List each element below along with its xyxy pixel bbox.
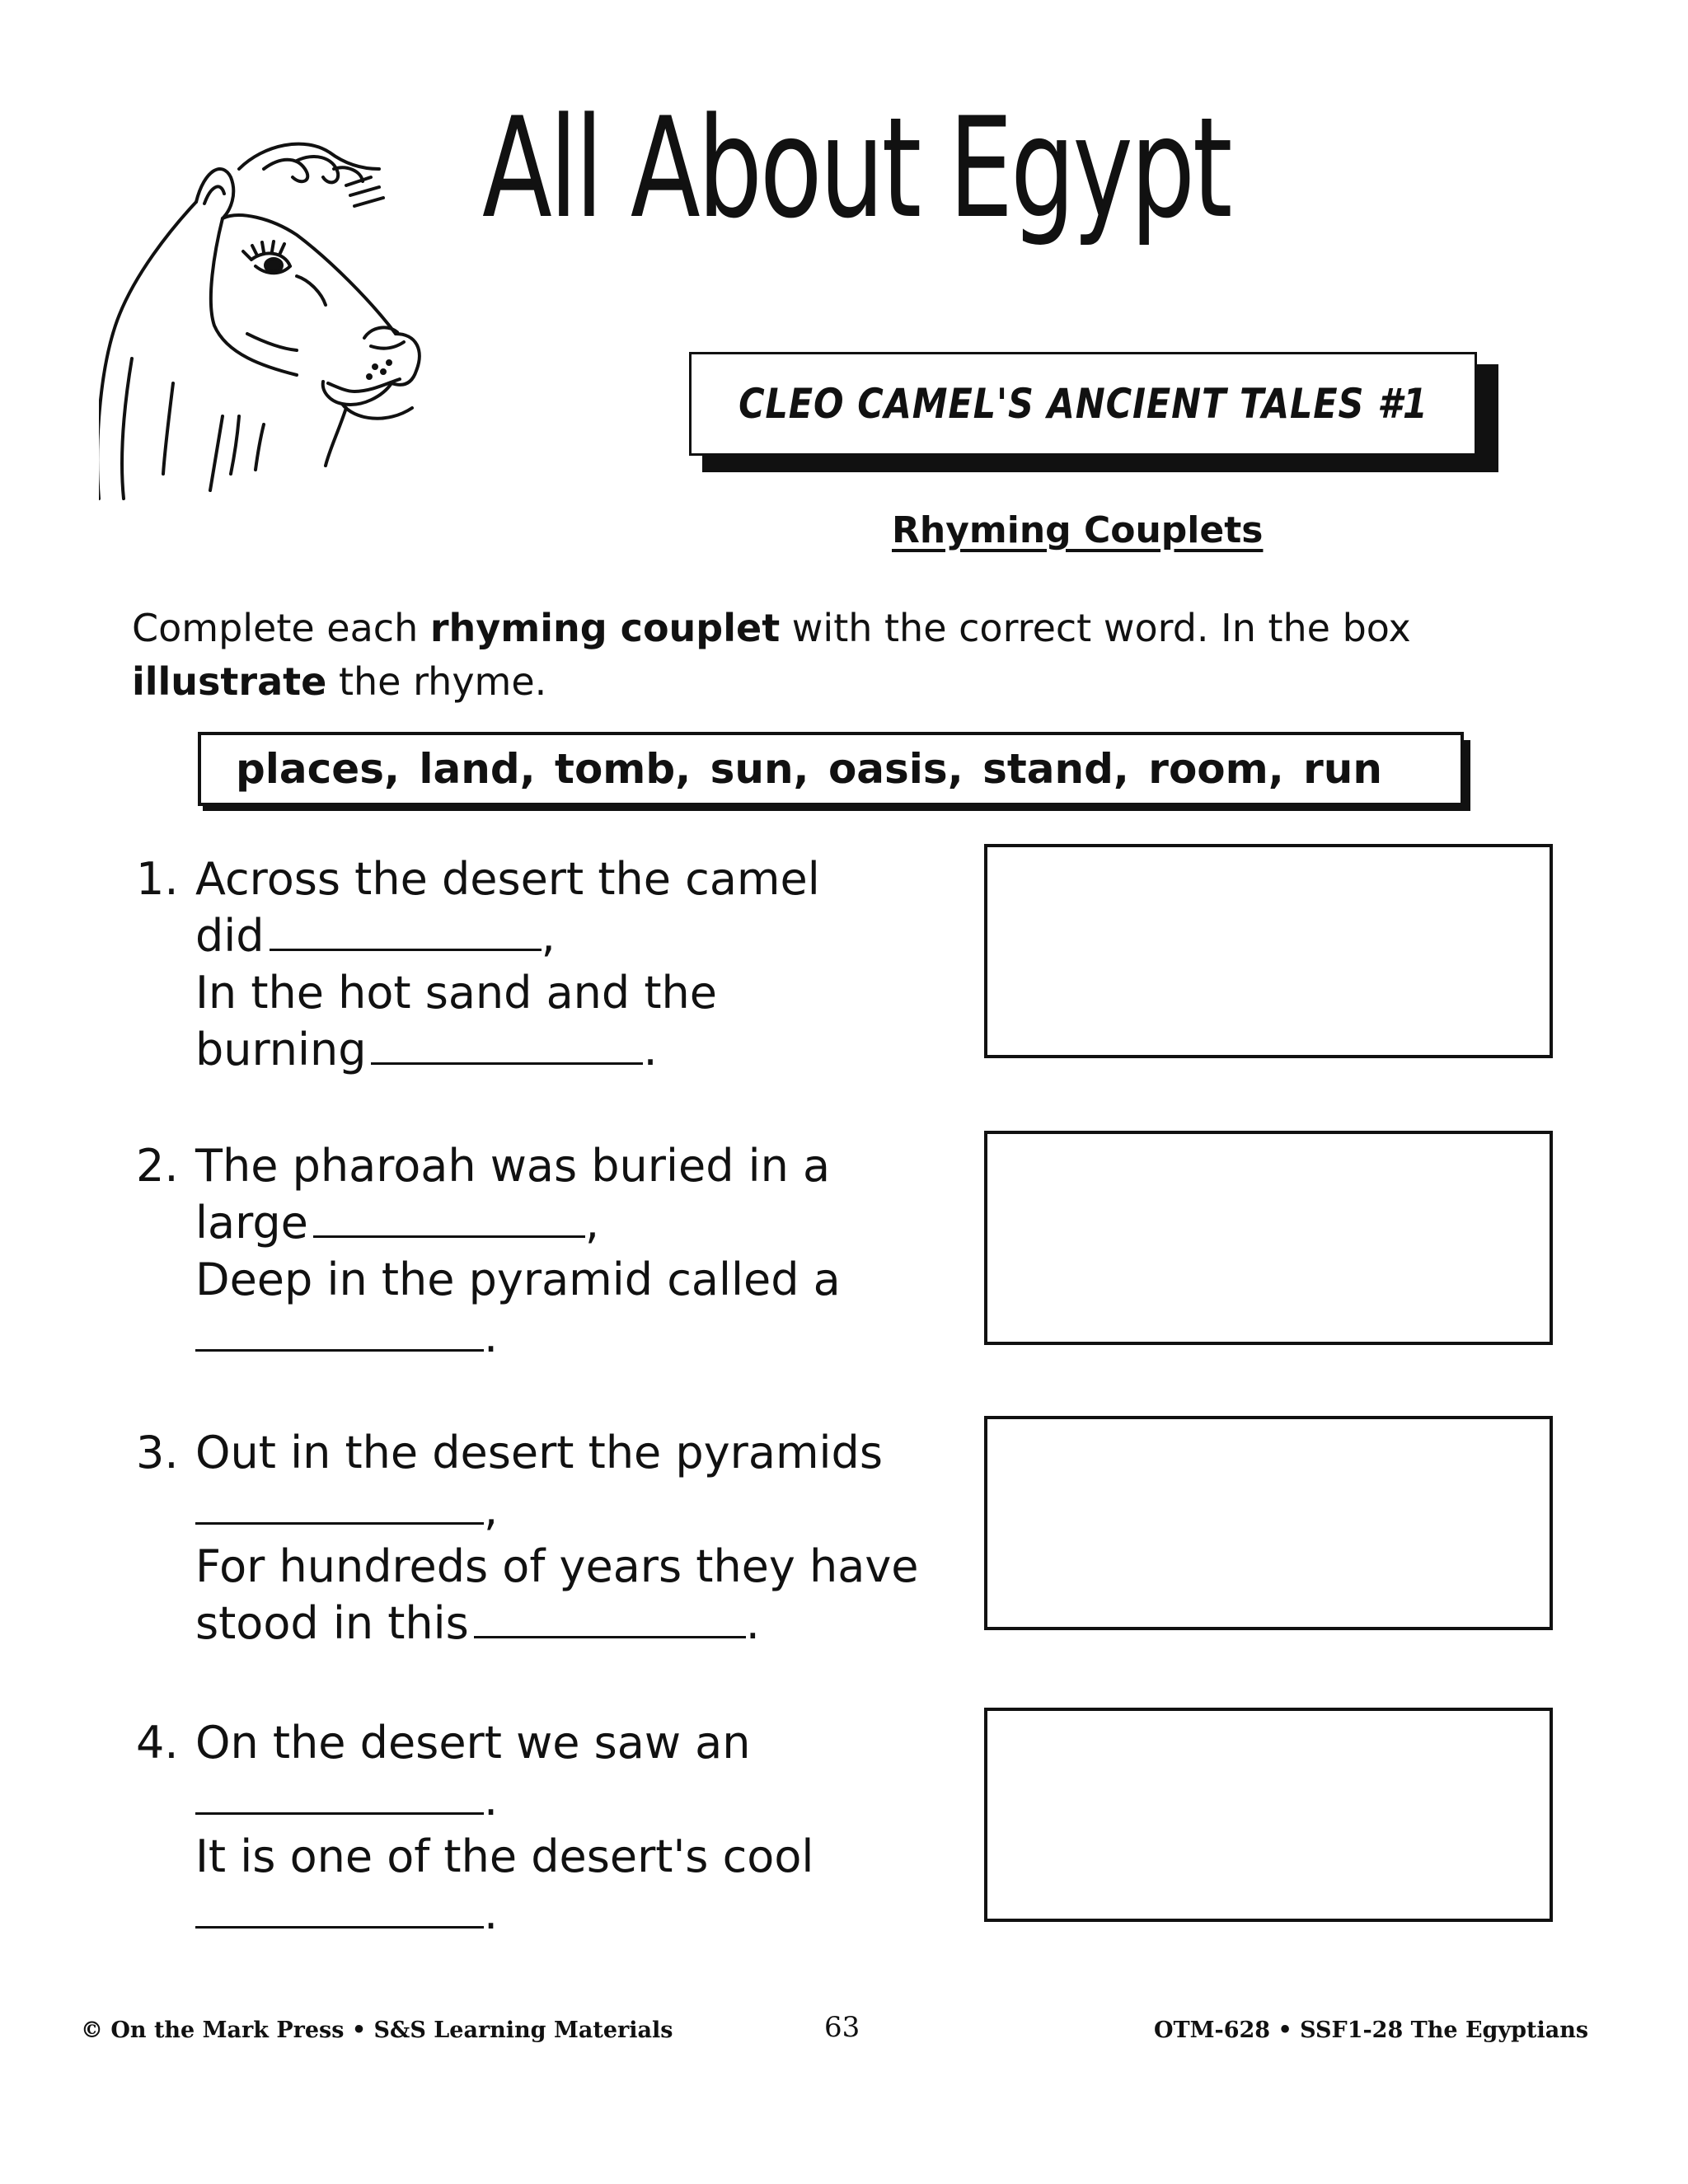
- subtitle: Rhyming Couplets: [892, 509, 1264, 551]
- punctuation: .: [484, 1774, 499, 1825]
- answer-blank[interactable]: [313, 1196, 585, 1238]
- couplet-line: It is one of the desert's cool: [195, 1830, 814, 1882]
- couplet-line: Deep in the pyramid called a: [195, 1254, 841, 1305]
- punctuation: ,: [584, 1197, 600, 1249]
- couplet-line: For hundreds of years they have: [195, 1540, 919, 1592]
- illustration-box-4[interactable]: [984, 1708, 1553, 1922]
- illustration-box-3[interactable]: [984, 1416, 1553, 1630]
- instructions-bold: rhyming couplet: [429, 606, 781, 650]
- answer-blank[interactable]: [371, 1023, 643, 1065]
- couplet-line: did: [195, 910, 265, 962]
- page-title: All About Egypt: [482, 87, 1231, 249]
- word-bank: [198, 732, 1464, 806]
- word-bank-text: places, land, tomb, sun, oasis, stand, room, run: [236, 745, 1382, 793]
- instructions-bold: illustrate: [132, 659, 327, 704]
- illustration-box-2[interactable]: [984, 1131, 1553, 1345]
- couplet-number: 1.: [136, 853, 179, 905]
- couplet-line: In the hot sand and the: [195, 967, 717, 1019]
- couplet-line: Across the desert the camel: [195, 853, 820, 905]
- answer-blank[interactable]: [195, 1886, 484, 1929]
- instructions-part: Complete each: [132, 606, 430, 650]
- banner-text: CLEO CAMEL'S ANCIENT TALES #1: [738, 380, 1428, 428]
- punctuation: .: [643, 1024, 658, 1076]
- instructions-part: with the correct word. In the box: [780, 606, 1411, 650]
- answer-blank[interactable]: [270, 909, 542, 951]
- couplet-number: 4.: [136, 1717, 179, 1769]
- couplet-line: On the desert we saw an: [195, 1717, 751, 1769]
- punctuation: .: [484, 1887, 499, 1939]
- punctuation: ,: [541, 910, 556, 962]
- footer-copyright: © On the Mark Press • S&S Learning Materials: [81, 2018, 673, 2043]
- answer-blank[interactable]: [195, 1483, 484, 1525]
- page-number: 63: [824, 2011, 860, 2044]
- couplet-line: burning: [195, 1024, 367, 1076]
- punctuation: ,: [484, 1483, 499, 1535]
- punctuation: .: [745, 1597, 760, 1649]
- instructions-part: the rhyme.: [326, 659, 547, 704]
- answer-blank[interactable]: [195, 1773, 484, 1815]
- instructions: [132, 602, 1517, 709]
- answer-blank[interactable]: [195, 1310, 484, 1352]
- couplet-number: 3.: [136, 1427, 179, 1479]
- couplet-line: large: [195, 1197, 308, 1249]
- couplet-line: The pharoah was buried in a: [195, 1140, 831, 1192]
- couplet-number: 2.: [136, 1140, 179, 1192]
- punctuation: .: [484, 1310, 499, 1362]
- couplet-line: stood in this: [195, 1597, 469, 1649]
- couplet-line: Out in the desert the pyramids: [195, 1427, 883, 1479]
- banner: [689, 352, 1477, 456]
- answer-blank[interactable]: [474, 1596, 746, 1638]
- illustration-box-1[interactable]: [984, 844, 1553, 1058]
- footer-product-code: OTM-628 • SSF1-28 The Egyptians: [1154, 2018, 1589, 2043]
